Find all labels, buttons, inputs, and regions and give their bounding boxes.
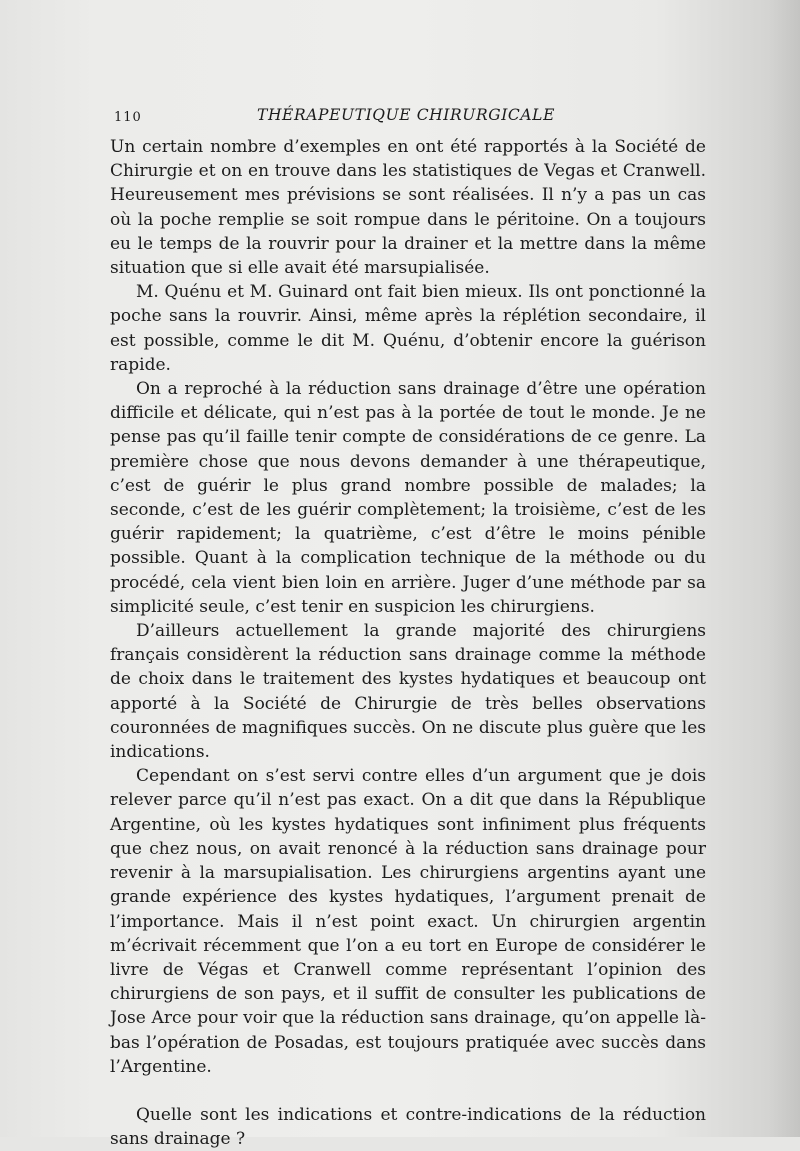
running-head [110,104,706,128]
paragraph-5: Cependant on s’est servi contre elles d’un argument que je dois relever parce qu’il n’est pas exact. On a dit que dans la République Argentine, où les kystes hydatiques sont infiniment plus fréquents que chez nous, on avait renoncé à la réduction sans drainage pour revenir à la marsupialisation. Les chirurgiens argentins ayant une grande expérience des kystes hydatiques, l’argument prenait de l’importance. Mais il n’est point exact. Un chirurgien argentin m’écrivait récemment que l’on a eu tort en Europe de considérer le livre de Végas et Cranwell comme représentant l’opinion des chirurgiens de son pays, et il suffit de consulter les publications de Jose Arce pour voir que la réduction sans drainage, qu’on appelle là-bas l’opération de Posadas, est toujours pratiquée avec succès dans l’Argentine. [110,766,706,1077]
paragraph-3: On a reproché à la réduction sans drainage d’être une opération difficile et délicate, qui n’est pas à la portée de tout le monde. Je ne pense pas qu’il faille tenir compte de considérations de ce genre. La première chose que nous devons demander à une thérapeutique, c’est de guérir le plus grand nombre possible de malades; la seconde, c’est de les guérir complètement; la troisième, c’est de les guérir rapidement; la quatrième, c’est d’être le moins pénible possible. Quant à la complication technique de la méthode ou du procédé, cela vient bien loin en arrière. Juger d’une méthode par sa simplicité seule, c’est tenir en suspicion les chirurgiens. [110,379,706,617]
paragraph-4: D’ailleurs actuellement la grande majorité des chirurgiens français considèrent la réduction sans drainage comme la méthode de choix dans le traitement des kystes hydatiques et beaucoup ont apporté à la Société de Chirurgie de très belles observations couronnées de magnifiques succès. On ne discute plus guère que les indications. [110,621,706,763]
paragraph-2: M. Quénu et M. Guinard ont fait bien mieux. Ils ont ponctionné la poche sans la rouvrir. Ainsi, même après la réplétion secondaire, il est possible, comme le dit M. Quénu, d’obtenir encore la guérison rapide. [110,282,706,375]
paragraph-1: Un certain nombre d’exemples en ont été rapportés à la Société de Chirurgie et on en trouve dans les statistiques de Vegas et Cranwell. Heureusement mes prévisions se sont réalisées. Il n’y a pas un cas où la poche remplie se soit rompue dans le péritoine. On a toujours eu le temps de la rouvrir pour la drainer et la mettre dans la même situation que si elle avait été marsupialisée. [110,137,706,279]
body-text [110,135,706,1151]
page-number: 110 [114,110,142,125]
paragraph-question: Quelle sont les indications et contre-indications de la réduction sans drainage ? [110,1104,706,1150]
chapter-title: THÉRAPEUTIQUE CHIRURGICALE [257,106,555,124]
